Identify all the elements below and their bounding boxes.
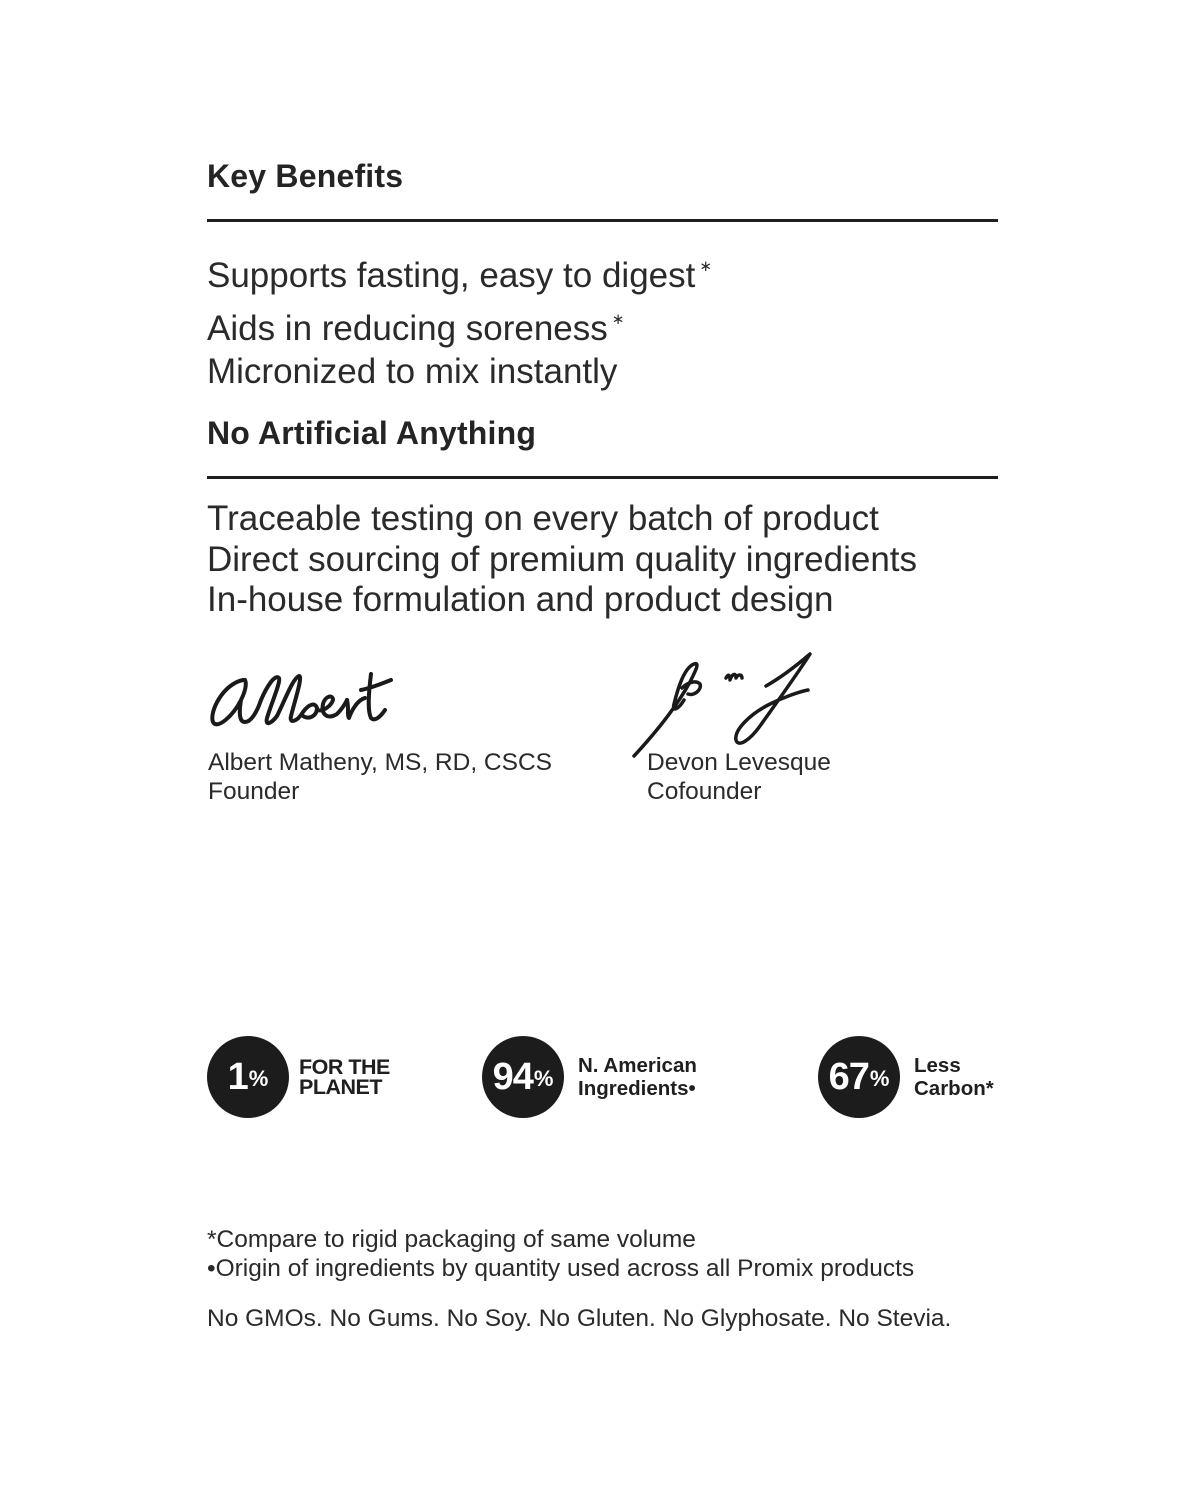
badge-circle <box>482 1036 564 1118</box>
badge-percent: % <box>533 1066 554 1091</box>
badge-number: 94 <box>492 1055 533 1098</box>
badge-circle <box>207 1036 289 1118</box>
footnote-mark: ∗ <box>699 258 712 275</box>
footnote-mark: ∗ <box>611 310 625 328</box>
list-item: Micronized to mix instantly <box>207 352 618 391</box>
packaging-footnote: *Compare to rigid packaging of same volume <box>207 1226 696 1253</box>
founder-role: Founder <box>208 778 300 805</box>
less-carbon-badge <box>818 1036 994 1118</box>
devon-signature <box>630 648 820 760</box>
list-item: Direct sourcing of premium quality ingredients <box>207 539 918 579</box>
american-ingredients-badge <box>482 1036 697 1118</box>
cofounder-name: Devon Levesque <box>647 749 831 776</box>
list-item: In-house formulation and product design <box>207 580 834 619</box>
divider <box>207 476 998 479</box>
no-artificial-list <box>207 499 917 621</box>
badge-number: 1 <box>227 1055 248 1098</box>
no-artificial-heading: No Artificial Anything <box>207 415 537 451</box>
ingredients-footnote: •Origin of ingredients by quantity used across all Promix products <box>207 1255 915 1282</box>
one-percent-for-the-planet-badge <box>207 1036 390 1118</box>
badge-label: FOR THE PLANET <box>299 1055 390 1099</box>
badge-label: Less Carbon* <box>914 1053 994 1100</box>
badge-label: N. American Ingredients• <box>578 1053 697 1100</box>
key-benefits-list <box>207 245 712 394</box>
free-from-statement: No GMOs. No Gums. No Soy. No Gluten. No Glyphosate. No Stevia. <box>207 1305 952 1332</box>
albert-signature <box>205 660 435 740</box>
cofounder-role: Cofounder <box>647 778 762 805</box>
divider <box>207 219 998 222</box>
badge-number: 67 <box>828 1055 869 1098</box>
list-item: Traceable testing on every batch of product <box>207 499 879 538</box>
list-item: Supports fasting, easy to digest ∗ <box>207 256 712 295</box>
key-benefits-heading: Key Benefits <box>207 158 404 194</box>
founder-name: Albert Matheny, MS, RD, CSCS <box>208 749 553 776</box>
badge-circle <box>818 1036 900 1118</box>
list-item: Aids in reducing soreness ∗ <box>207 308 625 348</box>
badge-percent: % <box>248 1066 269 1091</box>
badge-percent: % <box>869 1066 890 1091</box>
